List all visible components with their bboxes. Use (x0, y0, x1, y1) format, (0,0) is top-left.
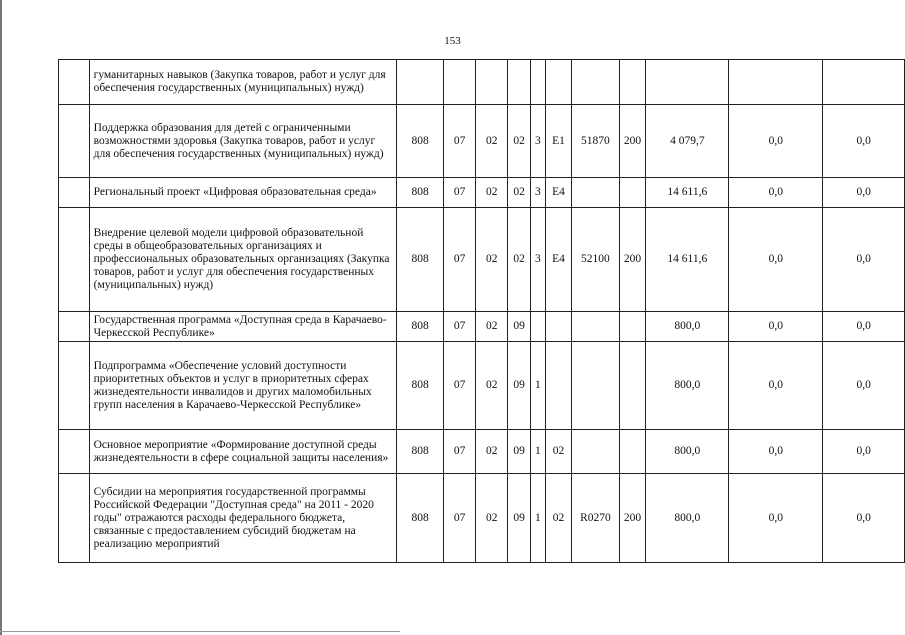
amount-cell: 4 079,7 (646, 105, 729, 178)
code-cell: 3 (530, 208, 545, 312)
code-cell: 808 (397, 105, 444, 178)
row-description: гуманитарных навыков (Закупка товаров, работ и услуг для обеспечения государственных (муниципальных) нужд) (89, 60, 397, 105)
code-cell: 3 (530, 178, 545, 208)
amount-cell (646, 60, 729, 105)
code-cell: 808 (397, 430, 444, 474)
amount-cell: 800,0 (646, 312, 729, 342)
row-description: Подпрограмма «Обеспечение условий доступности приоритетных объектов и услуг в приоритетных сферах жизнедеятельности инвалидов и других маломобильных групп населения в Карачаево-Черкесской Республике» (89, 342, 397, 430)
code-cell (508, 60, 531, 105)
amount-cell: 0,0 (729, 342, 823, 430)
blank-cell (59, 430, 90, 474)
amount-cell (823, 60, 905, 105)
blank-cell (59, 312, 90, 342)
code-cell (572, 178, 619, 208)
code-cell (572, 430, 619, 474)
code-cell (530, 312, 545, 342)
code-cell: 02 (476, 430, 508, 474)
code-cell: 1 (530, 342, 545, 430)
code-cell (619, 178, 646, 208)
blank-cell (59, 178, 90, 208)
code-cell: 02 (508, 178, 531, 208)
code-cell: 02 (545, 430, 572, 474)
table-row (59, 178, 905, 208)
amount-cell: 0,0 (729, 312, 823, 342)
code-cell: 808 (397, 208, 444, 312)
amount-cell: 0,0 (823, 312, 905, 342)
code-cell: 02 (508, 208, 531, 312)
amount-cell: 14 611,6 (646, 208, 729, 312)
amount-cell: 800,0 (646, 430, 729, 474)
code-cell: 808 (397, 312, 444, 342)
row-description: Внедрение целевой модели цифровой образовательной среды в общеобразовательных организациях и профессиональных образовательных организациях (Закупка товаров, работ и услуг для обеспечения государственных (муниципальных) нужд) (89, 208, 397, 312)
code-cell: 200 (619, 208, 646, 312)
code-cell: 02 (545, 474, 572, 563)
table-row (59, 474, 905, 563)
blank-cell (59, 342, 90, 430)
amount-cell: 0,0 (823, 105, 905, 178)
code-cell (476, 60, 508, 105)
code-cell (572, 60, 619, 105)
blank-cell (59, 208, 90, 312)
amount-cell: 0,0 (823, 474, 905, 563)
code-cell: 02 (508, 105, 531, 178)
amount-cell: 0,0 (729, 430, 823, 474)
code-cell: 808 (397, 342, 444, 430)
code-cell: R0270 (572, 474, 619, 563)
code-cell: 02 (476, 342, 508, 430)
code-cell (572, 342, 619, 430)
amount-cell: 800,0 (646, 474, 729, 563)
code-cell (397, 60, 444, 105)
code-cell (619, 430, 646, 474)
code-cell (572, 312, 619, 342)
code-cell: 07 (444, 208, 476, 312)
code-cell (619, 312, 646, 342)
code-cell (545, 60, 572, 105)
row-description: Субсидии на мероприятия государственной программы Российской Федерации "Доступная среда" на 2011 - 2020 годы" отражаются расходы федерального бюджета, связанные с предоставлением субсидий бюджетам на реализацию мероприятий (89, 474, 397, 563)
code-cell: 808 (397, 474, 444, 563)
code-cell: E4 (545, 208, 572, 312)
code-cell: 07 (444, 342, 476, 430)
blank-cell (59, 60, 90, 105)
code-cell: 09 (508, 474, 531, 563)
amount-cell: 0,0 (729, 474, 823, 563)
code-cell: 07 (444, 474, 476, 563)
amount-cell: 800,0 (646, 342, 729, 430)
code-cell (545, 342, 572, 430)
blank-cell (59, 474, 90, 563)
code-cell: 02 (476, 105, 508, 178)
code-cell: 09 (508, 342, 531, 430)
code-cell: 1 (530, 474, 545, 563)
code-cell: 07 (444, 105, 476, 178)
code-cell: E1 (545, 105, 572, 178)
row-description: Поддержка образования для детей с ограниченными возможностями здоровья (Закупка товаров, работ и услуг для обеспечения государственных (муниципальных) нужд) (89, 105, 397, 178)
table-row (59, 105, 905, 178)
code-cell: 09 (508, 430, 531, 474)
code-cell: 200 (619, 105, 646, 178)
table-row (59, 208, 905, 312)
code-cell: 02 (476, 312, 508, 342)
code-cell (619, 60, 646, 105)
code-cell (530, 60, 545, 105)
code-cell: 07 (444, 430, 476, 474)
code-cell: E4 (545, 178, 572, 208)
amount-cell: 0,0 (729, 178, 823, 208)
amount-cell: 0,0 (729, 208, 823, 312)
blank-cell (59, 105, 90, 178)
code-cell: 3 (530, 105, 545, 178)
code-cell (444, 60, 476, 105)
amount-cell: 0,0 (729, 105, 823, 178)
amount-cell: 0,0 (823, 430, 905, 474)
page-number: 153 (444, 35, 461, 47)
table-row (59, 312, 905, 342)
table-row (59, 60, 905, 105)
row-description: Региональный проект «Цифровая образовательная среда» (89, 178, 397, 208)
code-cell (619, 342, 646, 430)
amount-cell: 14 611,6 (646, 178, 729, 208)
code-cell: 51870 (572, 105, 619, 178)
code-cell: 07 (444, 312, 476, 342)
code-cell: 02 (476, 474, 508, 563)
budget-table (58, 59, 905, 563)
code-cell: 1 (530, 430, 545, 474)
scan-left-edge (0, 0, 2, 635)
code-cell: 52100 (572, 208, 619, 312)
code-cell: 02 (476, 208, 508, 312)
amount-cell: 0,0 (823, 342, 905, 430)
code-cell (545, 312, 572, 342)
amount-cell: 0,0 (823, 208, 905, 312)
amount-cell: 0,0 (823, 178, 905, 208)
code-cell: 200 (619, 474, 646, 563)
table-row (59, 430, 905, 474)
code-cell: 09 (508, 312, 531, 342)
table-row (59, 342, 905, 430)
row-description: Основное мероприятие «Формирование доступной среды жизнедеятельности в сфере социальной защиты населения» (89, 430, 397, 474)
code-cell: 808 (397, 178, 444, 208)
amount-cell (729, 60, 823, 105)
scan-bottom-rule (0, 631, 400, 632)
code-cell: 07 (444, 178, 476, 208)
row-description: Государственная программа «Доступная среда в Карачаево-Черкесской Республике» (89, 312, 397, 342)
code-cell: 02 (476, 178, 508, 208)
